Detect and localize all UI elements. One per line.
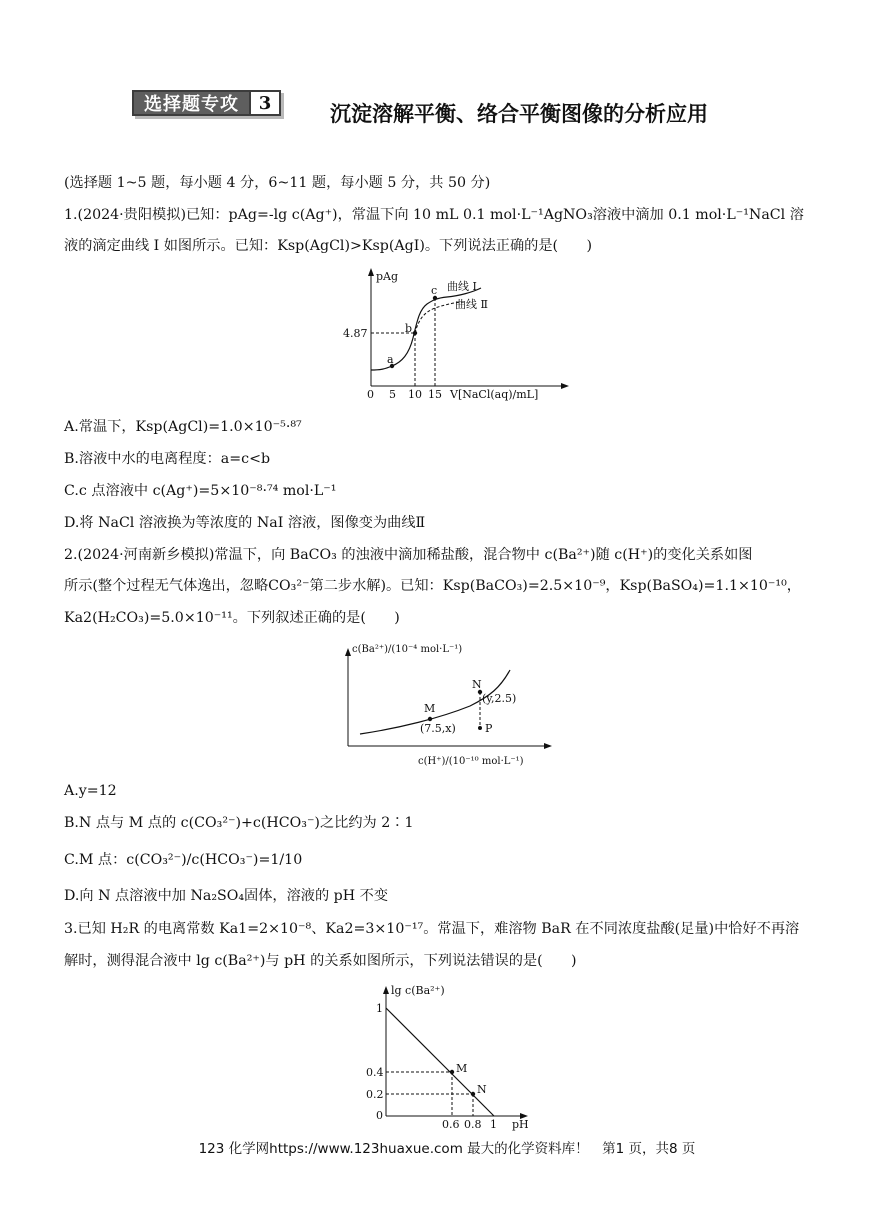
q3-stem-line2: 解时，测得混合液中 lg c(Ba²⁺)与 pH 的关系如图所示，下列说法错误的是( ) — [64, 953, 577, 969]
page-title: 沉淀溶解平衡、络合平衡图像的分析应用 — [330, 102, 708, 126]
q1-point-a: a — [387, 353, 394, 366]
q2-option-c: C.M 点：c(CO₃²⁻)/c(HCO₃⁻)=1/10 — [64, 852, 303, 868]
q2-point-m: M — [424, 702, 436, 715]
q1-point-c: c — [431, 284, 438, 297]
q3-y-tick-04: 0.4 — [366, 1066, 384, 1079]
q1-stem-line1: 1.(2024·贵阳模拟)已知：pAg=-lg c(Ag⁺)，常温下向 10 mL 0.1 mol·L⁻¹AgNO₃溶液中滴加 0.1 mol·L⁻¹NaCl 溶 — [64, 207, 804, 223]
q2-option-a: A.y=12 — [64, 783, 117, 799]
q1-option-c: C.c 点溶液中 c(Ag⁺)=5×10⁻⁸·⁷⁴ mol·L⁻¹ — [64, 483, 337, 499]
q1-option-b: B.溶液中水的电离程度：a=c<b — [64, 451, 271, 467]
q1-x-label: V[NaCl(aq)/mL] — [450, 388, 539, 401]
q2-x-label: c(H⁺)/(10⁻¹⁰ mol·L⁻¹) — [418, 756, 524, 767]
q3-x-label: pH — [512, 1118, 529, 1131]
q1-point-b: b — [405, 322, 413, 335]
q3-y-tick-1: 1 — [376, 1002, 383, 1015]
intro-text: (选择题 1~5 题，每小题 4 分，6~11 题，每小题 5 分，共 50 分) — [64, 175, 491, 191]
q1-x-tick-15: 15 — [428, 388, 442, 401]
q2-stem-line2: 所示(整个过程无气体逸出，忽略CO₃²⁻第二步水解)。已知：Ksp(BaCO₃)=2.5×10⁻⁹，Ksp(BaSO₄)=1.1×10⁻¹⁰， — [64, 578, 801, 594]
q1-option-d: D.将 NaCl 溶液换为等浓度的 NaI 溶液，图像变为曲线Ⅱ — [64, 515, 426, 531]
q2-point-p: P — [485, 722, 493, 735]
q3-y-label: lg c(Ba²⁺) — [391, 984, 445, 997]
q3-point-m: M — [456, 1062, 468, 1075]
q3-y-tick-02: 0.2 — [366, 1088, 384, 1101]
q1-y-tick: 4.87 — [343, 327, 368, 340]
q1-x-tick-10: 10 — [408, 388, 422, 401]
q2-stem-line1: 2.(2024·河南新乡模拟)常温下，向 BaCO₃ 的浊液中滴加稀盐酸，混合物中 c(Ba²⁺)随 c(H⁺)的变化关系如图 — [64, 547, 753, 563]
q1-figure — [343, 266, 570, 406]
q2-y-label: c(Ba²⁺)/(10⁻⁴ mol·L⁻¹) — [352, 644, 463, 655]
q1-stem-line2: 液的滴定曲线 I 如图所示。已知：Ksp(AgCl)>Ksp(AgI)。下列说法正确的是( ) — [64, 238, 592, 254]
section-tag-number: 3 — [249, 90, 281, 116]
q1-curve1-label: 曲线 I — [447, 280, 477, 293]
section-tag-label: 选择题专攻 — [132, 90, 249, 116]
q2-option-d: D.向 N 点溶液中加 Na₂SO₄固体，溶液的 pH 不变 — [64, 888, 389, 904]
q3-x-tick-06: 0.6 — [442, 1118, 460, 1131]
q1-origin: 0 — [367, 388, 374, 401]
q3-figure — [360, 980, 540, 1130]
q3-stem-line1: 3.已知 H₂R 的电离常数 Ka1=2×10⁻⁸、Ka2=3×10⁻¹⁷。常温下，难溶物 BaR 在不同浓度盐酸(足量)中恰好不再溶 — [64, 921, 800, 937]
q1-x-tick-5: 5 — [389, 388, 396, 401]
page-footer: 123 化学网https://www.123huaxue.com 最大的化学资料库！ 第1 页，共8 页 — [198, 1141, 696, 1157]
q2-figure — [340, 636, 555, 771]
q2-point-n: N — [472, 678, 482, 691]
section-tag — [132, 90, 281, 116]
section-header — [132, 90, 281, 116]
q3-point-n: N — [477, 1083, 487, 1096]
q2-option-b: B.N 点与 M 点的 c(CO₃²⁻)+c(HCO₃⁻)之比约为 2∶1 — [64, 815, 414, 831]
q2-point-m-coord: (7.5,x) — [420, 722, 456, 735]
q2-stem-line3: Ka2(H₂CO₃)=5.0×10⁻¹¹。下列叙述正确的是( ) — [64, 610, 400, 626]
q1-y-label: pAg — [376, 270, 399, 283]
q3-x-tick-1: 1 — [490, 1118, 497, 1131]
q1-curve2-label: 曲线 Ⅱ — [455, 298, 488, 311]
q2-point-n-coord: (y,2.5) — [482, 692, 517, 705]
q3-y-tick-0: 0 — [376, 1109, 383, 1122]
q3-x-tick-08: 0.8 — [464, 1118, 482, 1131]
q1-option-a: A.常温下，Ksp(AgCl)=1.0×10⁻⁵·⁸⁷ — [64, 419, 302, 435]
